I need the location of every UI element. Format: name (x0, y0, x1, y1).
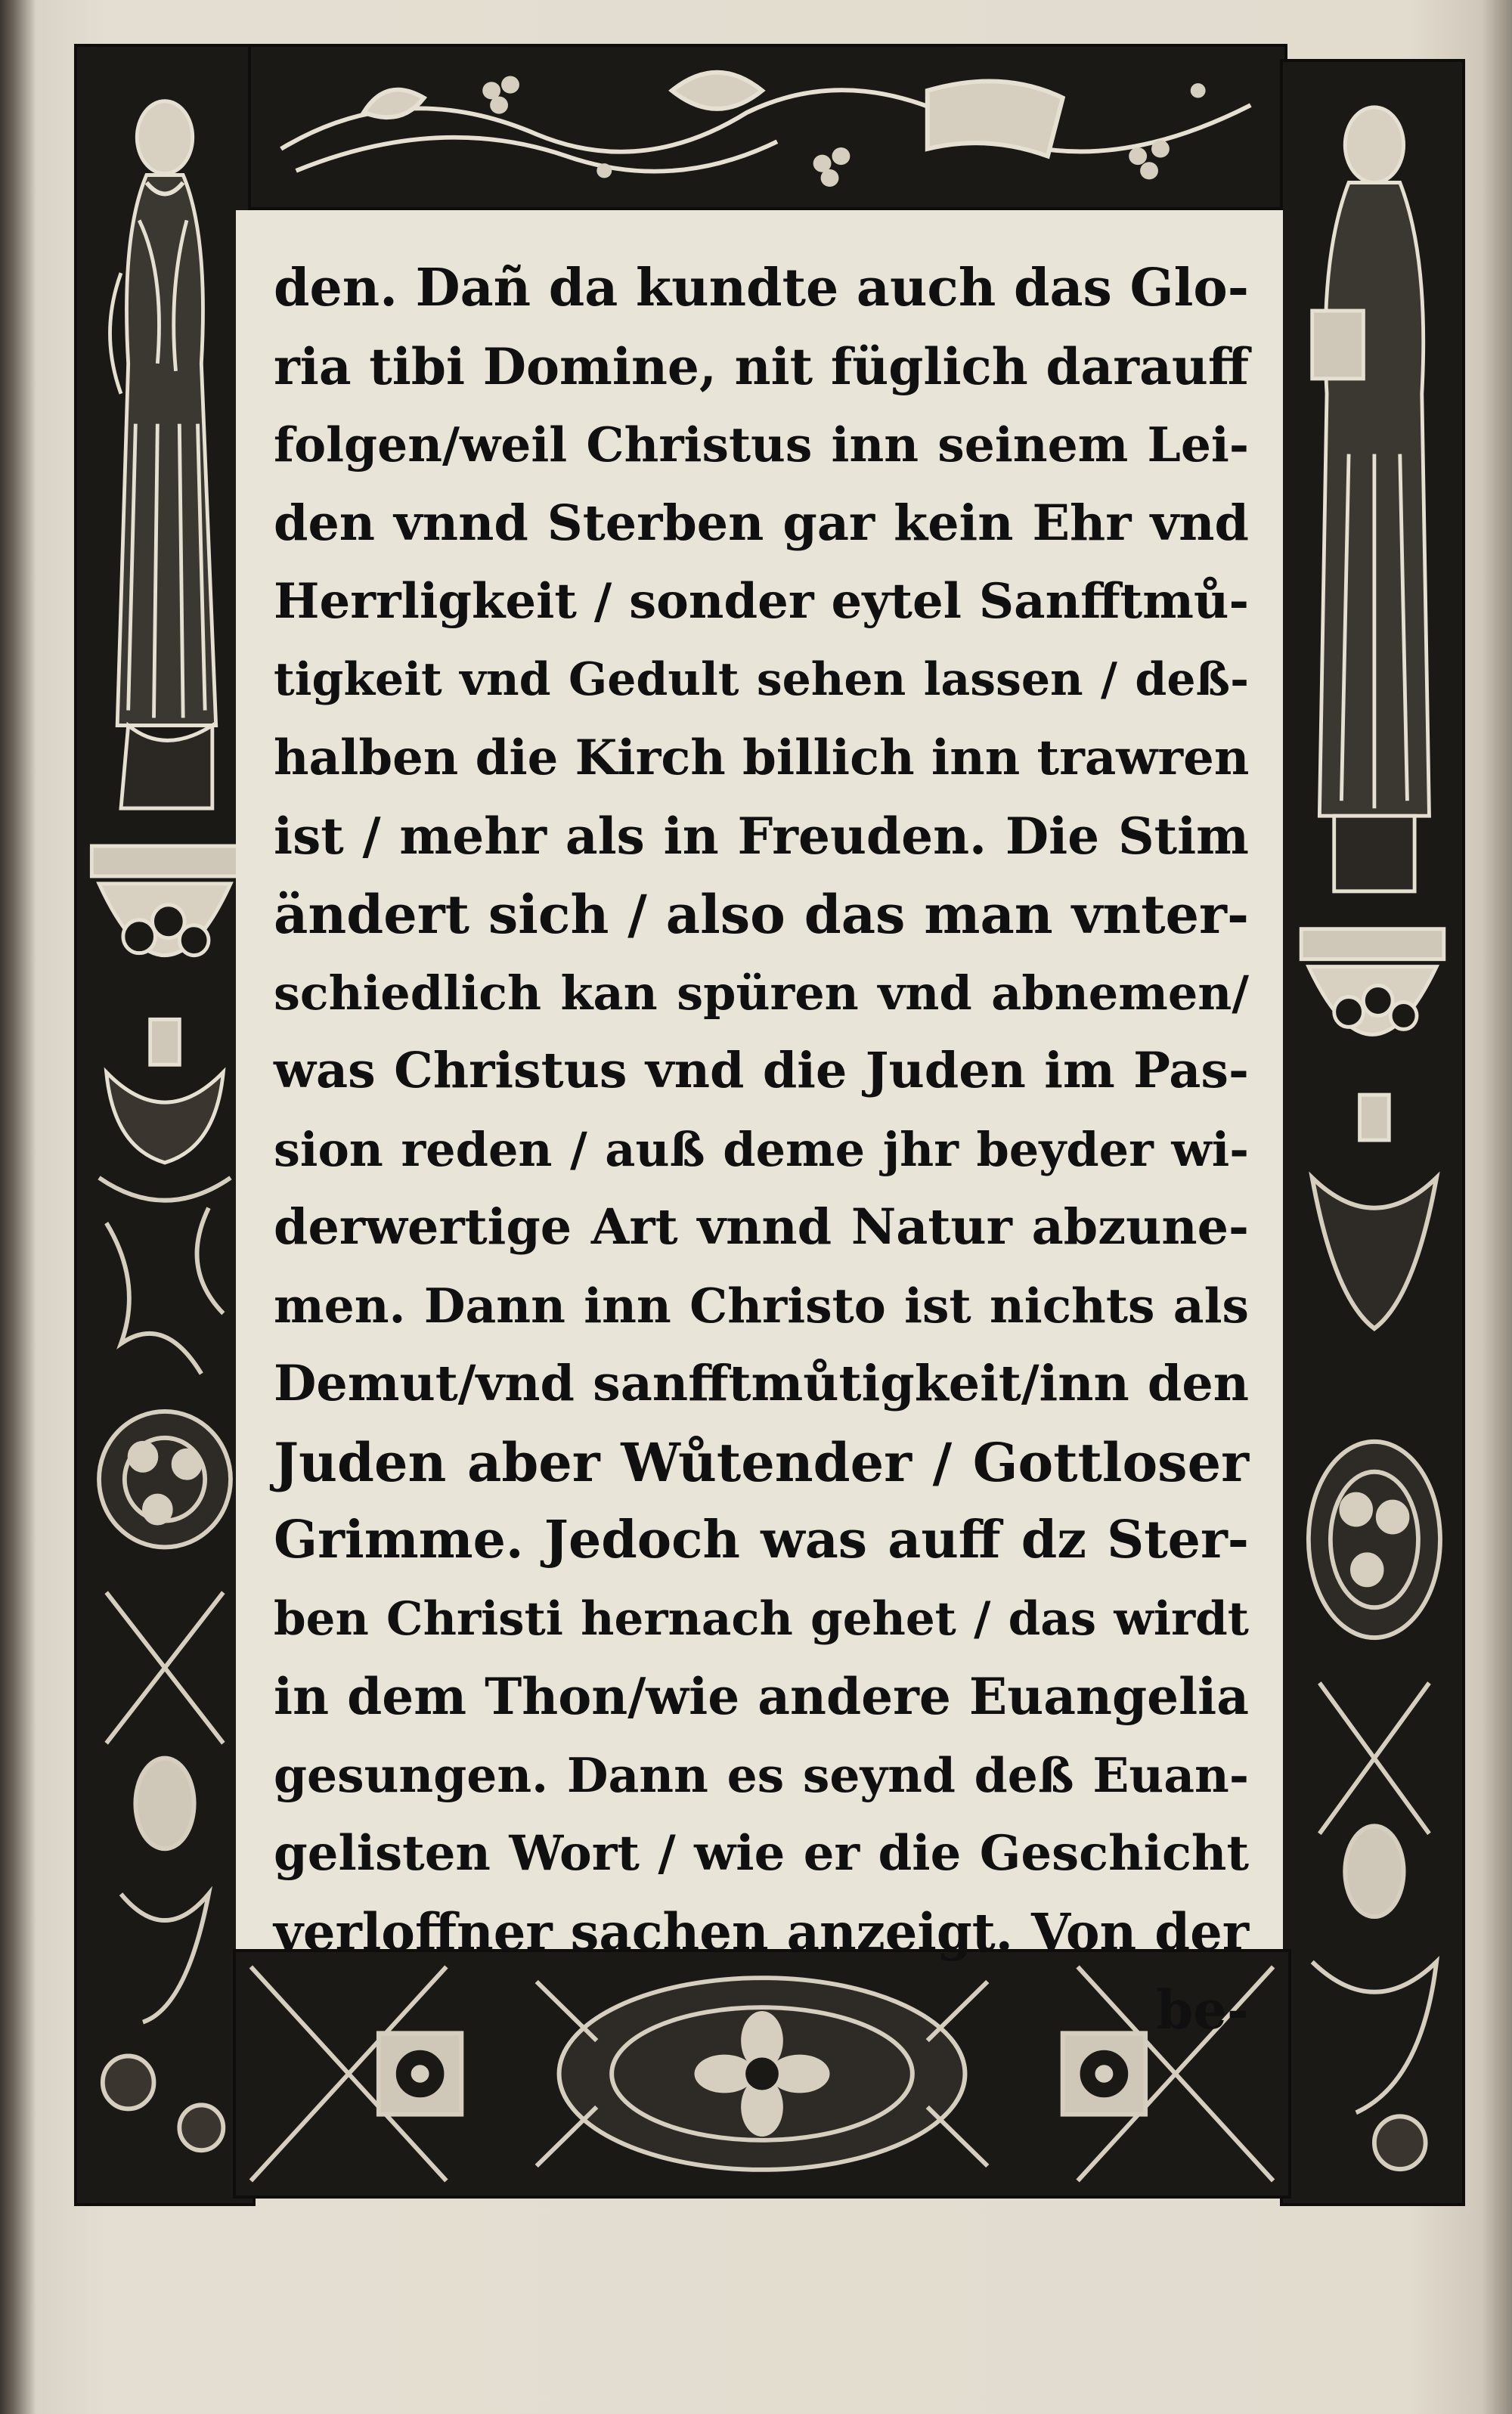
left-border-ornament (77, 47, 253, 2203)
text-line: in dem Thon/wie andere Euangelia (274, 1667, 1249, 1726)
text-line: verloffner sachen anzeigt. Von der (274, 1901, 1249, 1962)
text-line: gelisten Wort / wie er die Geschicht (274, 1825, 1249, 1882)
text-line: ändert sich / also das man vnter- (274, 883, 1249, 946)
text-line: folgen/weil Christus inn seinem Lei- (274, 417, 1249, 473)
right-woodcut-border (1280, 59, 1465, 2206)
text-line: ben Christi hernach gehet / das wirdt (274, 1591, 1249, 1646)
top-woodcut-border (248, 44, 1287, 210)
text-line: schiedlich kan spüren vnd abnemen/ (274, 965, 1249, 1021)
text-line: Demut/vnd sanfftmůtigkeit/inn den (274, 1355, 1249, 1412)
text-line: ria tibi Domine, nit füglich darauff (274, 336, 1249, 396)
text-line: tigkeit vnd Gedult sehen lassen / deß- (274, 652, 1249, 706)
text-line: Juden aber Wůtender / Gottloser (274, 1430, 1249, 1494)
text-line: halben die Kirch billich inn trawren (274, 730, 1250, 786)
text-line: Grimme. Jedoch was auff dz Ster- (274, 1510, 1249, 1570)
catchword: be- (1156, 1979, 1249, 2041)
text-line: ist / mehr als in Freuden. Die Stim (274, 806, 1249, 866)
text-line: sion reden / auß deme jhr beyder wi- (274, 1121, 1249, 1177)
text-line: den. Dañ da kundte auch das Glo- (274, 258, 1249, 318)
text-line: was Christus vnd die Juden im Pas- (274, 1042, 1249, 1099)
top-border-ornament (251, 47, 1284, 207)
text-line: men. Dann inn Christo ist nichts als (274, 1277, 1249, 1334)
text-line: gesungen. Dann es seynd deß Euan- (274, 1746, 1249, 1803)
text-line: den vnnd Sterben gar kein Ehr vnd (274, 494, 1249, 552)
right-border-ornament (1283, 62, 1462, 2203)
body-text (274, 249, 1249, 2050)
text-line: Herrligkeit / sonder eytel Sanfftmů- (274, 573, 1249, 630)
left-woodcut-border (74, 44, 256, 2206)
text-line: derwertige Art vnnd Natur abzune- (274, 1198, 1249, 1256)
